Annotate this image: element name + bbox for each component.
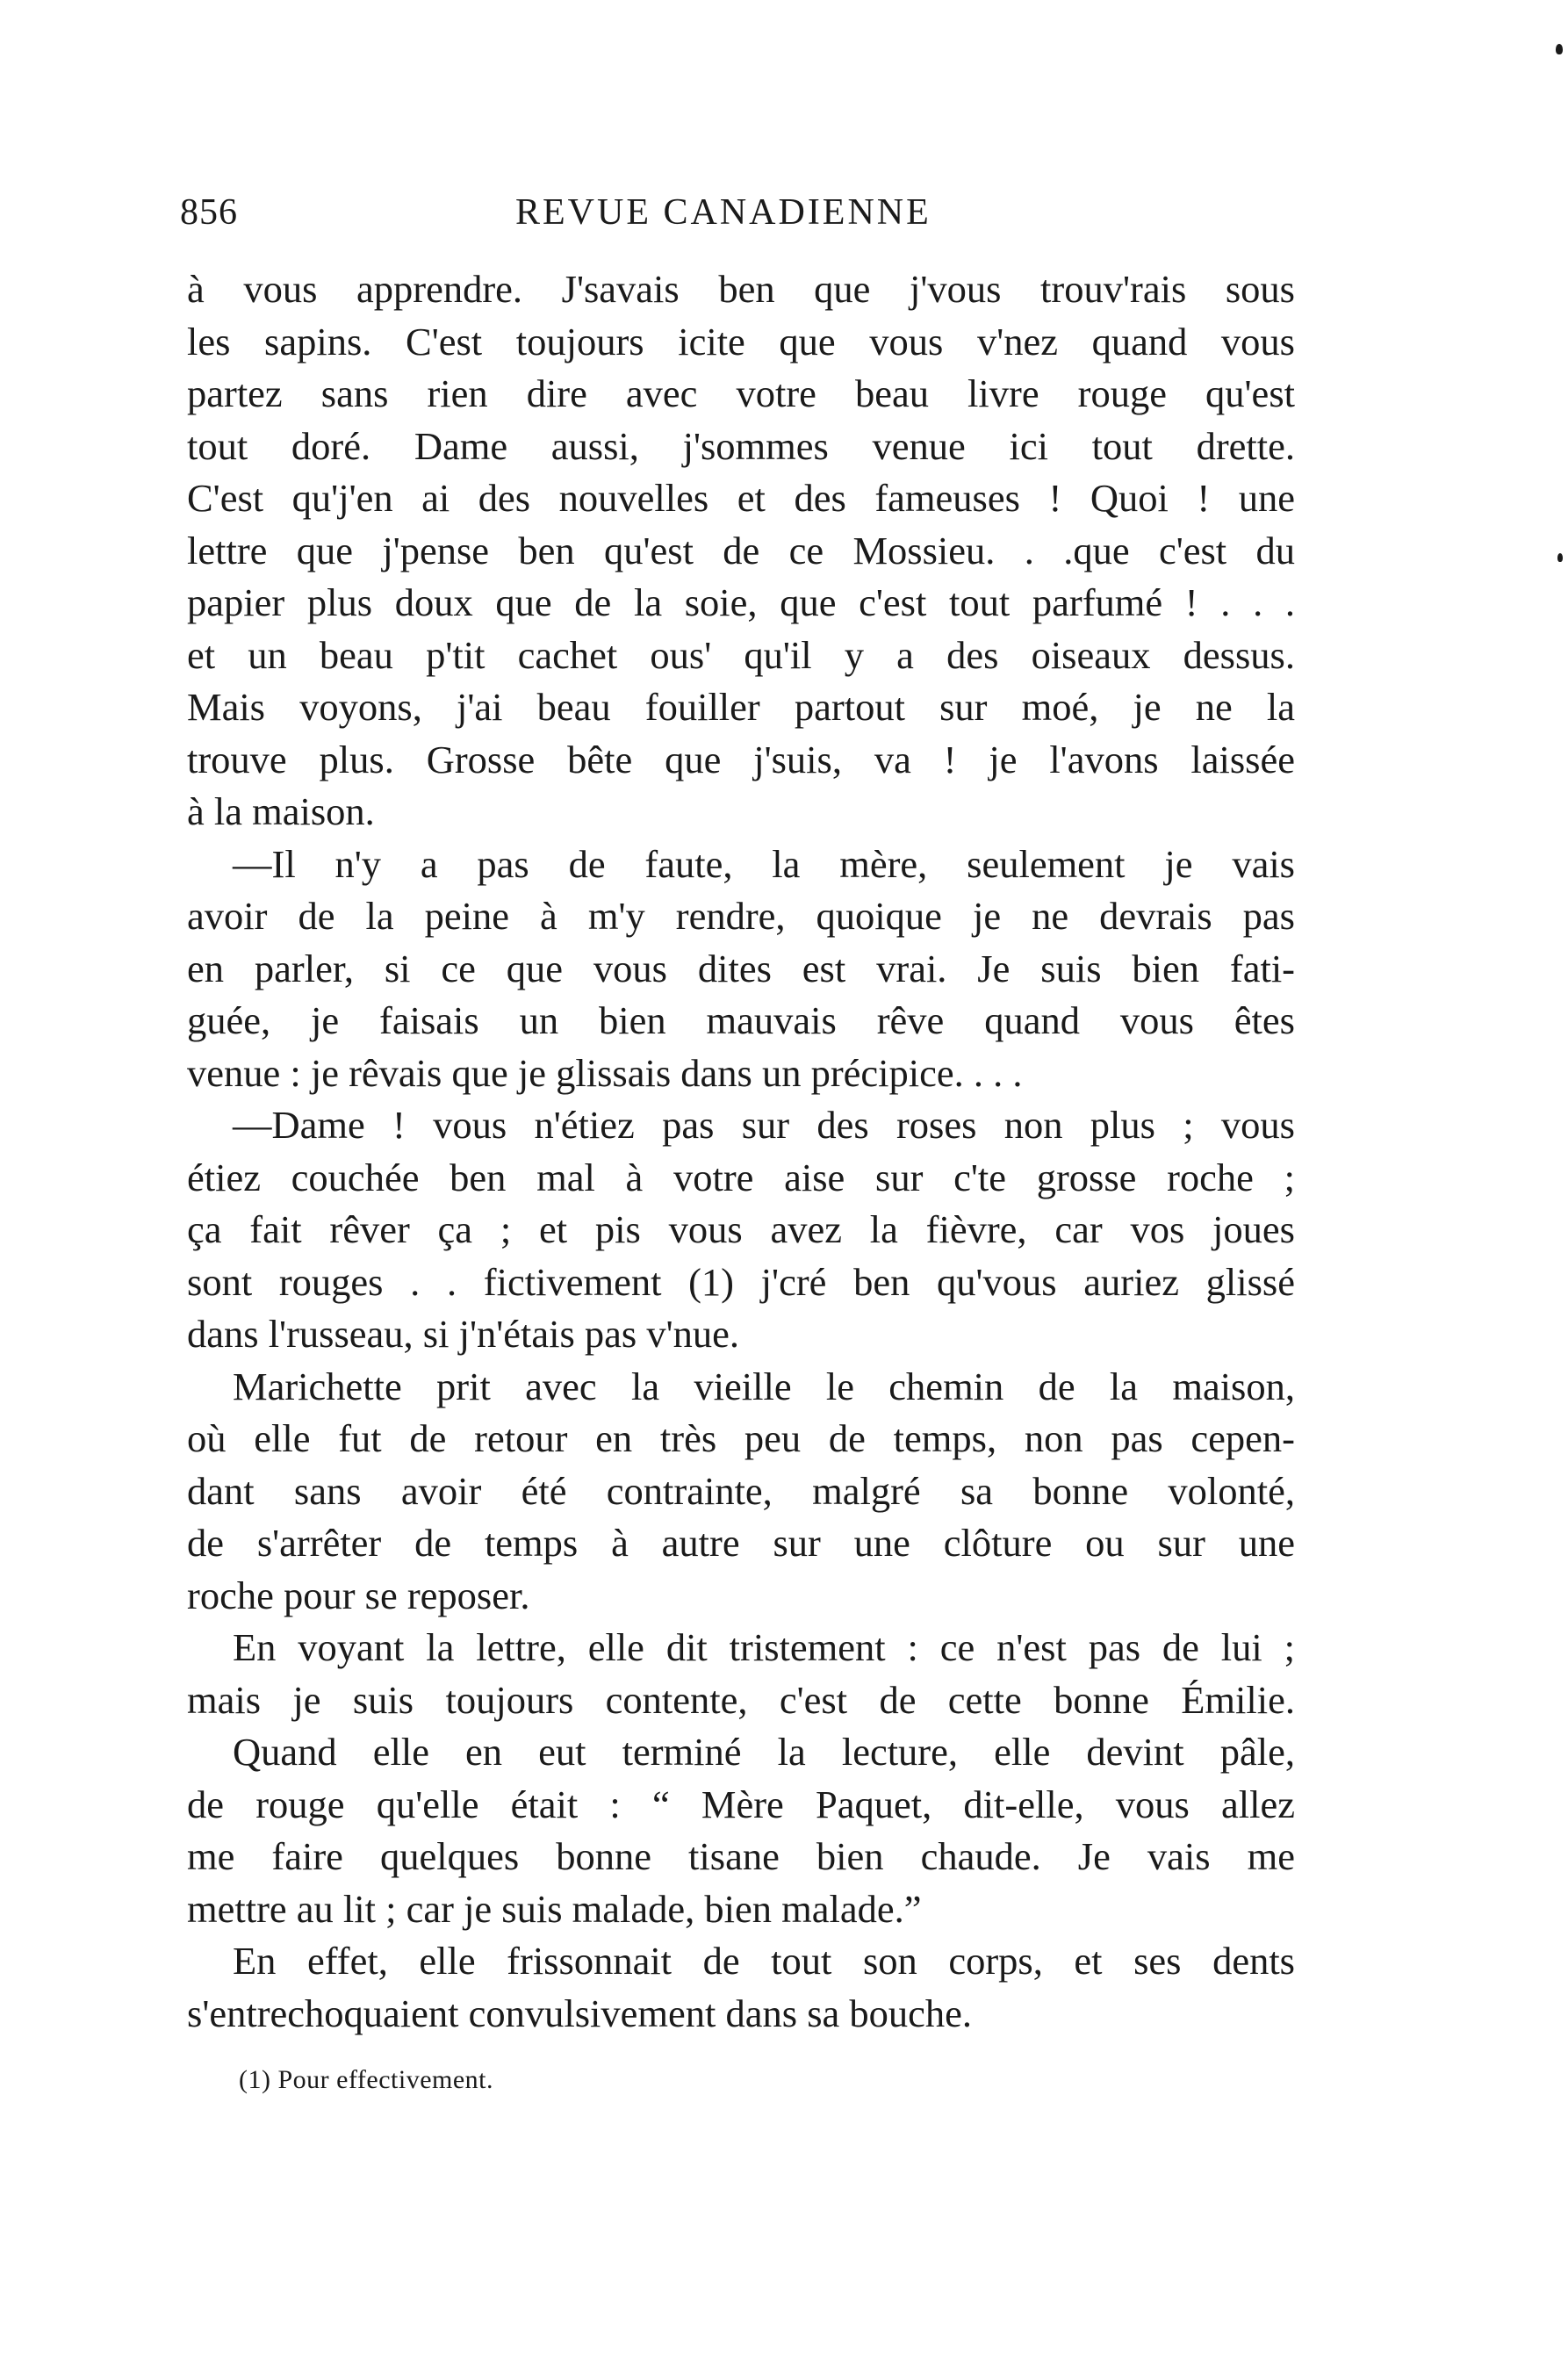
text-line: roche pour se reposer. [187,1573,530,1617]
margin-ink-mark [1557,553,1563,562]
text-line: ça fait rêver ça ; et pis vous avez la fièvre, car vos joues [187,1207,1295,1251]
text-line: dant sans avoir été contrainte, malgré sa bonne volonté, [187,1468,1295,1513]
text-line: Quand elle en eut terminé la lecture, elle devint pâle, [233,1730,1295,1774]
text-line: les sapins. C'est toujours icite que vous v'nez quand vous [187,319,1295,364]
text-line: de s'arrêter de temps à autre sur une clôture ou sur une [187,1521,1295,1565]
text-line: Mais voyons, j'ai beau fouiller partout sur moé, je ne la [187,685,1295,729]
text-line: lettre que j'pense ben qu'est de ce Mossieu. . .que c'est du [187,528,1295,572]
text-line: En voyant la lettre, elle dit tristement : ce n'est pas de lui ; [233,1625,1295,1669]
text-line: me faire quelques bonne tisane bien chaude. Je vais me [187,1834,1295,1878]
text-line: guée, je faisais un bien mauvais rêve quand vous êtes [187,998,1295,1042]
text-line: avoir de la peine à m'y rendre, quoique je ne devrais pas [187,894,1295,938]
text-line: partez sans rien dire avec votre beau livre rouge qu'est [187,371,1295,415]
text-line: Marichette prit avec la vieille le chemin de la maison, [233,1364,1295,1408]
text-line: dans l'russeau, si j'n'étais pas v'nue. [187,1312,739,1356]
page-number: 856 [180,192,238,233]
text-line: mais je suis toujours contente, c'est de cette bonne Émilie. [187,1677,1295,1722]
text-line: tout doré. Dame aussi, j'sommes venue ici tout drette. [187,423,1295,468]
text-line: de rouge qu'elle était : “ Mère Paquet, dit-elle, vous allez [187,1782,1295,1826]
text-line: s'entrechoquaient convulsivement dans sa bouche. [187,1991,973,2035]
page-header [180,191,1313,244]
text-line: En effet, elle frissonnait de tout son corps, et ses dents [233,1939,1295,1983]
text-line: mettre au lit ; car je suis malade, bien malade.” [187,1886,922,1931]
text-line: venue : je rêvais que je glissais dans un précipice. . . . [187,1050,1023,1095]
text-line: étiez couchée ben mal à votre aise sur c'te grosse roche ; [187,1155,1295,1199]
running-title: REVUE CANADIENNE [515,192,931,233]
text-line: où elle fut de retour en très peu de temps, non pas cepen- [187,1416,1295,1460]
footnote: (1) Pour effectivement. [239,2065,494,2094]
text-line: —Dame ! vous n'étiez pas sur des roses non plus ; vous [233,1103,1295,1147]
text-line: en parler, si ce que vous dites est vrai. Je suis bien fati- [187,946,1295,990]
text-line: papier plus doux que de la soie, que c'est tout parfumé ! . . . [187,580,1295,624]
text-line: et un beau p'tit cachet ous' qu'il y a des oiseaux dessus. [187,632,1295,677]
text-line: —Il n'y a pas de faute, la mère, seulement je vais [233,841,1295,886]
margin-ink-mark [1556,44,1563,54]
text-line: trouve plus. Grosse bête que j'suis, va ! je l'avons laissée [187,737,1295,781]
text-line: sont rouges . . fictivement (1) j'cré ben qu'vous auriez glissé [187,1259,1295,1304]
text-line: à la maison. [187,789,375,833]
text-line: à vous apprendre. J'savais ben que j'vous trouv'rais sous [187,267,1295,311]
text-line: C'est qu'j'en ai des nouvelles et des fameuses ! Quoi ! une [187,476,1295,520]
body-text [187,263,1295,2040]
